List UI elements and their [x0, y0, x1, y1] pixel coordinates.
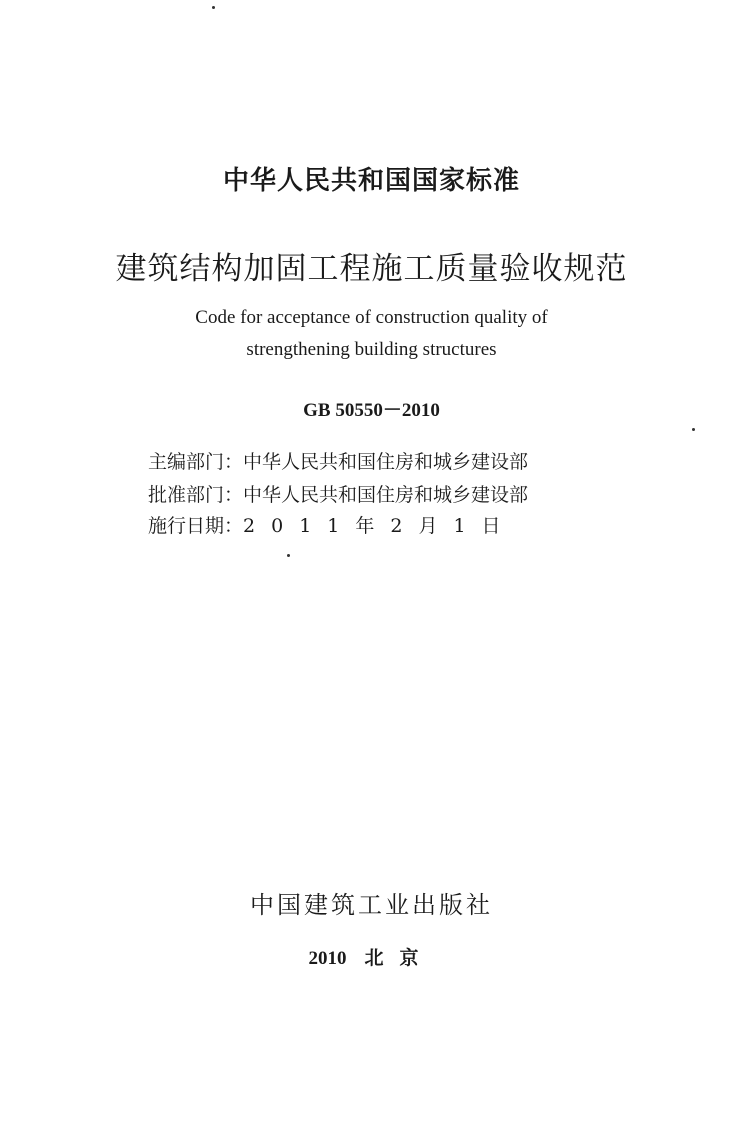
scan-speck [212, 6, 215, 9]
approval-department-row [148, 480, 528, 507]
document-title-chinese: 建筑结构加固工程施工质量验收规范 [115, 251, 628, 287]
approval-department-label: 批准部门： [148, 484, 244, 506]
document-title-english-line-2: strengthening building structures [246, 339, 497, 360]
publication-year-place [0, 943, 743, 970]
publisher-name: 中国建筑工业出版社 [250, 891, 493, 919]
approval-department-value: 中华人民共和国住房和城乡建设部 [243, 484, 529, 506]
editor-department-label: 主编部门： [148, 451, 244, 473]
effective-date-label: 施行日期： [148, 515, 244, 537]
scan-speck [287, 554, 290, 557]
editor-department-row [148, 447, 528, 474]
editor-department-value: 中华人民共和国住房和城乡建设部 [243, 451, 529, 473]
standard-type-heading: 中华人民共和国国家标准 [222, 166, 520, 196]
standard-code: GB 50550－2010 [303, 400, 440, 421]
scan-speck [692, 428, 695, 431]
effective-date-value: 2011年2月1日 [243, 515, 517, 537]
effective-date-row [148, 511, 517, 538]
publication-year: 2010 [308, 948, 347, 969]
publication-city: 北京 [364, 947, 435, 969]
document-title-english-line-1: Code for acceptance of construction quality of [195, 307, 548, 328]
